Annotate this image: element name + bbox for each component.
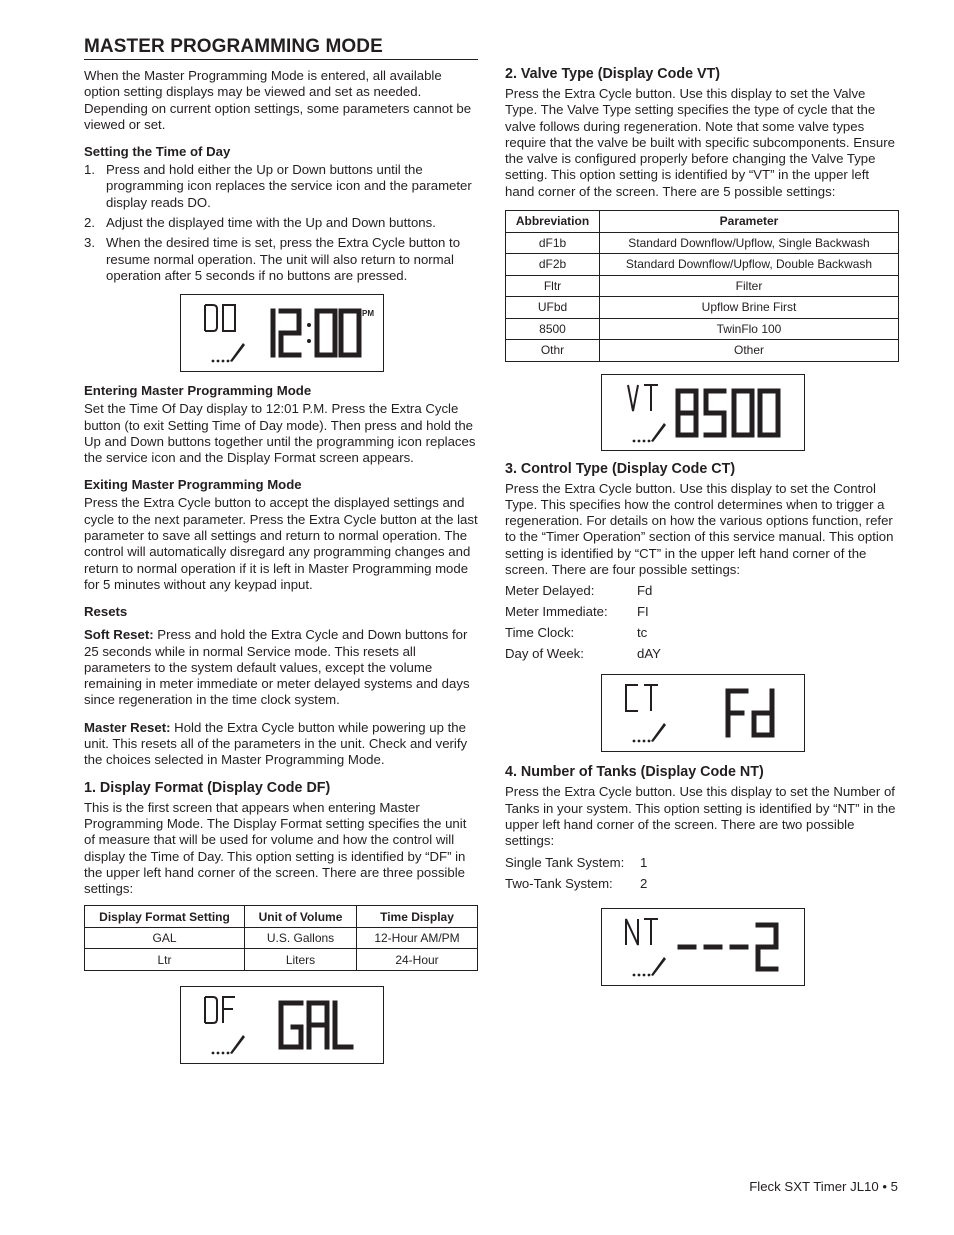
programming-icon [212, 343, 245, 362]
table-cell: TwinFlo 100 [600, 318, 899, 340]
lcd-char [205, 997, 217, 1023]
entering-heading: Entering Master Programming Mode [84, 383, 312, 399]
programming-icon [212, 1035, 245, 1054]
table-cell: 24-Hour [357, 949, 478, 971]
table-cell: 8500 [506, 318, 600, 340]
table-header: Parameter [600, 211, 899, 233]
table-row [85, 949, 478, 971]
lcd-display-vt [601, 374, 805, 451]
valve-type-text: Press the Extra Cycle button. Use this display to set the Valve Type. The Valve Type setting specifies the type of cycle that the valve follows during regeneration. Note that some valve types require that the valve be built with specific subcomponents. Ensure the valve is configured properly before changing the Valve Type setting. This option setting is identified by “VT” in the upper left hand corner of the screen. There are 5 possible settings: [505, 86, 895, 199]
table-row [506, 318, 899, 340]
lcd-time-graphic [181, 295, 383, 371]
page-footer: Fleck SXT Timer JL10 • 5 [749, 1179, 898, 1194]
lcd-display-nt [601, 908, 805, 986]
lcd-display-time [180, 294, 384, 372]
lcd-digit [281, 1003, 301, 1047]
control-type-settings [505, 580, 899, 664]
table-cell: Ltr [85, 949, 245, 971]
list-item: Two-Tank System: 2 [505, 875, 648, 891]
lcd-char [644, 685, 658, 711]
table-cell: Othr [506, 340, 600, 362]
lcd-digit [706, 391, 724, 435]
lcd-digit [734, 391, 752, 435]
control-type-heading: 3. Control Type (Display Code CT) [505, 460, 736, 477]
lcd-digit [728, 691, 746, 735]
table-header: Time Display [357, 906, 478, 928]
lcd-ct-graphic [602, 675, 804, 751]
entering-text: Set the Time Of Day display to 12:01 P.M. Press the Extra Cycle button (to exit Setting Time of Day mode). Then press and hold the Up and Down buttons together until the programming icon replaces the service icon and the Display Format screen appears. [84, 401, 476, 466]
num-tanks-text: Press the Extra Cycle button. Use this display to set the Number of Tanks in your system. This option setting is identified by “NT” in the upper left hand corner of the screen. There are two possible settings: [505, 784, 896, 849]
right-column [505, 66, 899, 986]
valve-type-heading: 2. Valve Type (Display Code VT) [505, 66, 721, 82]
valve-type-table [505, 210, 899, 362]
table-header: Unit of Volume [245, 906, 357, 928]
lcd-char [223, 997, 235, 1023]
programming-icon [633, 423, 666, 442]
display-format-text: This is the first screen that appears when entering Master Programming Mode. The Display Format setting specifies the unit of measure that will be used for volume and how the control will display the Time of Day. This option setting is identified by “DF” in the upper left hand corner of the screen. There are three possible settings: [84, 799, 467, 897]
table-header-row [506, 211, 899, 233]
lcd-char [644, 385, 658, 411]
list-item: 3. When the desired time is set, press the Extra Cycle button to resume normal operation. The unit will also return to normal operation after 5 seconds if no buttons are pressed. [84, 235, 461, 283]
control-type-text: Press the Extra Cycle button. Use this display to set the Control Type. This specifies how the control determines when to trigger a regeneration. For details on how the various options function, refer to the “Timer Operation” section of this service manual. This option setting is identified by “CT” in the upper left hand corner of the screen. There are four possible settings: [505, 480, 894, 578]
table-cell: dF2b [506, 254, 600, 276]
list-item: Meter Delayed: Fd [505, 583, 653, 599]
colon-dot [307, 323, 311, 327]
time-of-day-steps [84, 162, 478, 284]
table-cell: Upflow Brine First [600, 297, 899, 319]
exiting-text: Press the Extra Cycle button to accept the displayed settings and cycle to the next parameter. Press the Extra Cycle button at the last parameter to save all settings and return to normal operation. The control will automatically disregard any programming changes and return to normal operation if it is left in Master Programming mode for 5 minutes without any keypad input. [84, 495, 478, 592]
list-item: 2. Adjust the displayed time with the Up and Down buttons. [84, 215, 436, 231]
num-tanks-settings [505, 852, 899, 894]
table-cell: Standard Downflow/Upflow, Single Backwash [600, 232, 899, 254]
programming-icon [633, 723, 666, 742]
lcd-digit [341, 311, 359, 355]
lcd-digit [335, 1003, 351, 1047]
page-title: MASTER PROGRAMMING MODE [84, 36, 478, 60]
lcd-df-graphic [181, 987, 383, 1063]
table-header: Abbreviation [506, 211, 600, 233]
lcd-digit [317, 311, 335, 355]
list-item: Day of Week: dAY [505, 646, 661, 662]
list-item: Time Clock: tc [505, 625, 648, 641]
lcd-char [626, 919, 638, 945]
num-tanks-heading: 4. Number of Tanks (Display Code NT) [505, 764, 764, 781]
table-row [506, 275, 899, 297]
table-row [85, 927, 478, 949]
table-header: Display Format Setting [85, 906, 245, 928]
lcd-digit [760, 391, 778, 435]
lcd-digit [309, 1003, 327, 1047]
list-item: Single Tank System: 1 [505, 854, 648, 870]
lcd-display-df [180, 986, 384, 1064]
lcd-digit [758, 925, 776, 969]
lcd-digit [754, 691, 772, 735]
table-cell: GAL [85, 927, 245, 949]
lcd-char [628, 385, 638, 411]
table-row [506, 232, 899, 254]
pm-indicator: PM [362, 309, 374, 319]
left-column [84, 36, 478, 1064]
table-row [506, 254, 899, 276]
table-header-row [85, 906, 478, 928]
table-cell: dF1b [506, 232, 600, 254]
list-item: Meter Immediate: FI [505, 604, 649, 620]
display-format-table [84, 905, 478, 971]
table-cell: U.S. Gallons [245, 927, 357, 949]
lcd-digit [678, 391, 696, 435]
display-format-heading: 1. Display Format (Display Code DF) [84, 779, 331, 796]
table-cell: Other [600, 340, 899, 362]
list-item: 1. Press and hold either the Up or Down buttons until the programming icon replaces the service icon and the parameter display reads DO. [84, 162, 472, 210]
lcd-char [644, 919, 658, 945]
table-cell: Fltr [506, 275, 600, 297]
lcd-char [223, 305, 235, 331]
table-cell: 12-Hour AM/PM [357, 927, 478, 949]
table-cell: Liters [245, 949, 357, 971]
programming-icon [633, 957, 666, 976]
colon-dot [307, 339, 311, 343]
time-of-day-heading: Setting the Time of Day [84, 144, 231, 160]
exiting-heading: Exiting Master Programming Mode [84, 477, 302, 493]
lcd-nt-graphic [602, 909, 804, 985]
lcd-char [205, 305, 217, 331]
lcd-digit [281, 311, 299, 355]
lcd-vt-graphic [602, 375, 804, 451]
master-reset-text: Master Reset: Hold the Extra Cycle button while powering up the unit. This resets all of the parameters in the unit. Check and verify the choices selected in Master Programming Mode. [84, 719, 468, 768]
table-row [506, 340, 899, 362]
table-cell: Filter [600, 275, 899, 297]
table-cell: Standard Downflow/Upflow, Double Backwash [600, 254, 899, 276]
resets-heading: Resets [84, 604, 128, 620]
soft-reset-text: Soft Reset: Press and hold the Extra Cycle and Down buttons for 25 seconds while in normal Service mode. This resets all parameters to the system default values, except the volume remaining in meter immediate or meter delayed systems and days since regeneration in the time clock system. [84, 627, 470, 708]
lcd-char [626, 685, 638, 711]
table-row [506, 297, 899, 319]
intro-text: When the Master Programming Mode is entered, all available option setting displays may be viewed and set as needed. Depending on current option settings, some parameters cannot be viewed or set. [84, 68, 472, 132]
table-cell: UFbd [506, 297, 600, 319]
lcd-display-ct [601, 674, 805, 752]
